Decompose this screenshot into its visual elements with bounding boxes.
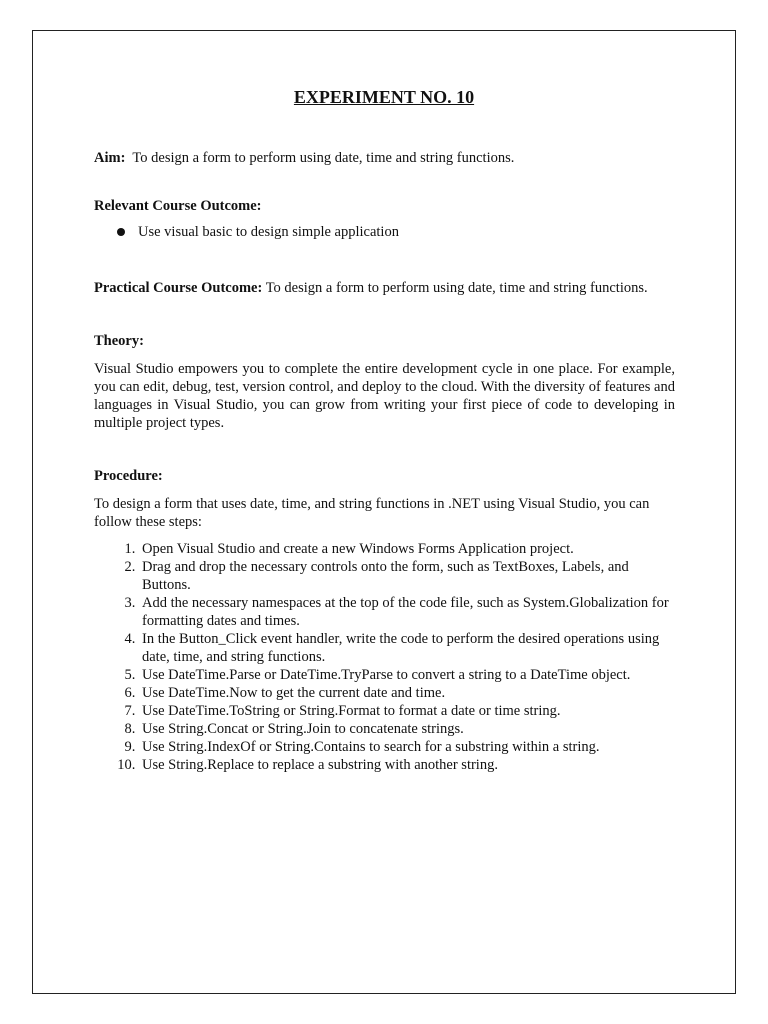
bullet-item	[94, 223, 675, 241]
procedure-intro: To design a form that uses date, time, and string functions in .NET using Visual Studio, you can follow these steps:	[94, 496, 650, 530]
document-body	[94, 149, 675, 774]
procedure-step: 2. Drag and drop the necessary controls onto the form, such as TextBoxes, Labels, and Buttons.	[139, 558, 675, 594]
aim-text: To design a form to perform using date, time and string functions.	[132, 150, 515, 166]
procedure-step: 1. Open Visual Studio and create a new Windows Forms Application project.	[139, 540, 675, 558]
procedure-step: 7. Use DateTime.ToString or String.Format to format a date or time string.	[139, 702, 675, 720]
aim-paragraph	[94, 149, 675, 167]
procedure-step: 8. Use String.Concat or String.Join to concatenate strings.	[139, 720, 675, 738]
procedure-step: 4. In the Button_Click event handler, write the code to perform the desired operations using date, time, and string functions.	[139, 630, 675, 666]
relevant-course-outcome-heading: Relevant Course Outcome:	[94, 198, 262, 214]
theory-heading: Theory:	[94, 333, 144, 349]
aim-label: Aim:	[94, 150, 126, 166]
theory-text: Visual Studio empowers you to complete the entire development cycle in one place. For example, you can edit, debug, test, version control, and deploy to the cloud. With the diversity of features and languages in Visual Studio, you can grow from writing your first piece of code to developing in multiple project types.	[94, 361, 675, 431]
procedure-heading: Procedure:	[94, 468, 163, 484]
procedure-step: 10. Use String.Replace to replace a substring with another string.	[139, 756, 675, 774]
page-border	[32, 30, 736, 994]
procedure-steps-list	[94, 540, 675, 774]
procedure-step: 3. Add the necessary namespaces at the top of the code file, such as System.Globalization for formatting dates and times.	[139, 594, 675, 630]
procedure-step: 6. Use DateTime.Now to get the current date and time.	[139, 684, 675, 702]
procedure-step: 9. Use String.IndexOf or String.Contains to search for a substring within a string.	[139, 738, 675, 756]
bullet-dot-icon	[117, 228, 125, 236]
bullet-text: Use visual basic to design simple application	[138, 224, 399, 240]
page-title: EXPERIMENT NO. 10	[293, 87, 475, 107]
procedure-step: 5. Use DateTime.Parse or DateTime.TryParse to convert a string to a DateTime object.	[139, 666, 675, 684]
practical-course-outcome-label: Practical Course Outcome:	[94, 280, 263, 296]
practical-course-outcome-paragraph	[94, 279, 675, 297]
practical-course-outcome-text: To design a form to perform using date, time and string functions.	[265, 280, 648, 296]
